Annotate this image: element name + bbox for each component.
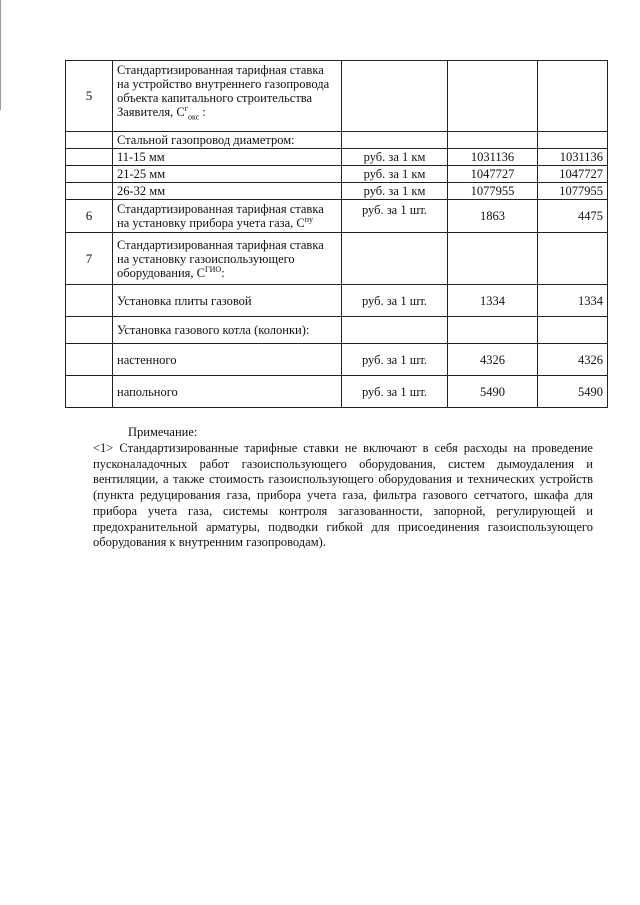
table-row xyxy=(66,233,608,285)
row-label-tail: : xyxy=(199,105,206,119)
row-label-text: Стандартизированная тарифная ставка на устройство внутреннего газопровода объекта капитального строительства Заявителя, С xyxy=(117,63,330,119)
table-row xyxy=(66,183,608,200)
row-label-sup: пу xyxy=(304,214,314,224)
row-label-text: Стандартизированная тарифная ставка на установку газоиспользующего оборудования, С xyxy=(117,237,324,280)
unit-cell xyxy=(342,233,448,285)
value-cell-1 xyxy=(448,132,538,149)
unit-cell: руб. за 1 км xyxy=(342,183,448,200)
row-number xyxy=(66,183,113,200)
value-cell-2 xyxy=(538,61,608,132)
row-label-tail: : xyxy=(221,265,225,280)
value-cell-2 xyxy=(538,233,608,285)
row-label-sub: окс xyxy=(188,112,200,122)
unit-cell: руб. за 1 шт. xyxy=(342,344,448,376)
value-cell-2: 5490 xyxy=(538,376,608,408)
value-cell-1: 4326 xyxy=(448,344,538,376)
row-label-sup: г xyxy=(184,103,189,113)
unit-cell: руб. за 1 шт. xyxy=(342,200,448,233)
table-row xyxy=(66,317,608,344)
row-number: 6 xyxy=(66,200,113,233)
row-number: 5 xyxy=(66,61,113,132)
row-number xyxy=(66,376,113,408)
note-body: <1> Стандартизированные тарифные ставки не включают в себя расходы на проведение пусконаладочных работ газоиспользующего оборудования, систем дымоудаления и вентиляции, а также стоимость газоиспользующего оборудования и технических устройств (пункта редуцирования газа, прибора учета газа, фильтра газового сетчатого, шкафа для прибора учета газа, системы контроля загазованности, запорной, регулирующей и предохранительной арматуры, подводки гибкой для присоединения газоиспользующего оборудования к внутренним газопроводам). xyxy=(93,441,593,550)
table-row xyxy=(66,149,608,166)
row-label-sup: ГИО xyxy=(205,264,222,274)
value-cell-1: 1077955 xyxy=(448,183,538,200)
value-cell-1 xyxy=(448,317,538,344)
row-label: 26-32 мм xyxy=(113,183,342,200)
row-number xyxy=(66,149,113,166)
value-cell-1: 1031136 xyxy=(448,149,538,166)
row-number xyxy=(66,344,113,376)
unit-cell: руб. за 1 шт. xyxy=(342,376,448,408)
unit-cell: руб. за 1 шт. xyxy=(342,285,448,317)
row-number xyxy=(66,317,113,344)
value-cell-2: 4475 xyxy=(538,200,608,233)
table-row xyxy=(66,200,608,233)
value-cell-1: 1047727 xyxy=(448,166,538,183)
value-cell-1 xyxy=(448,233,538,285)
value-cell-2 xyxy=(538,132,608,149)
tariff-table xyxy=(65,60,608,408)
note-title: Примечание: xyxy=(128,425,198,439)
value-cell-2: 4326 xyxy=(538,344,608,376)
row-number xyxy=(66,285,113,317)
table-row xyxy=(66,344,608,376)
row-label: 11-15 мм xyxy=(113,149,342,166)
unit-cell xyxy=(342,132,448,149)
table-row xyxy=(66,285,608,317)
row-label: Установка плиты газовой xyxy=(113,285,342,317)
unit-cell xyxy=(342,317,448,344)
row-number: 7 xyxy=(66,233,113,285)
table-row xyxy=(66,376,608,408)
row-label: Установка газового котла (колонки): xyxy=(113,317,342,344)
row-label: Стальной газопровод диаметром: xyxy=(113,132,342,149)
value-cell-1: 5490 xyxy=(448,376,538,408)
row-label xyxy=(113,200,342,233)
value-cell-1 xyxy=(448,61,538,132)
row-number xyxy=(66,166,113,183)
row-label-text: Стандартизированная тарифная ставка на установку прибора учета газа, С xyxy=(117,202,324,230)
row-label xyxy=(113,61,342,132)
value-cell-2: 1031136 xyxy=(538,149,608,166)
value-cell-1: 1863 xyxy=(448,200,538,233)
row-label: 21-25 мм xyxy=(113,166,342,183)
value-cell-2: 1077955 xyxy=(538,183,608,200)
unit-cell xyxy=(342,61,448,132)
page-edge-line xyxy=(0,0,1,110)
unit-cell: руб. за 1 км xyxy=(342,166,448,183)
value-cell-2 xyxy=(538,317,608,344)
row-label: напольного xyxy=(113,376,342,408)
value-cell-1: 1334 xyxy=(448,285,538,317)
value-cell-2: 1334 xyxy=(538,285,608,317)
row-number xyxy=(66,132,113,149)
table-row xyxy=(66,132,608,149)
row-label: настенного xyxy=(113,344,342,376)
unit-cell: руб. за 1 км xyxy=(342,149,448,166)
table-row xyxy=(66,61,608,132)
table-row xyxy=(66,166,608,183)
value-cell-2: 1047727 xyxy=(538,166,608,183)
row-label xyxy=(113,233,342,285)
